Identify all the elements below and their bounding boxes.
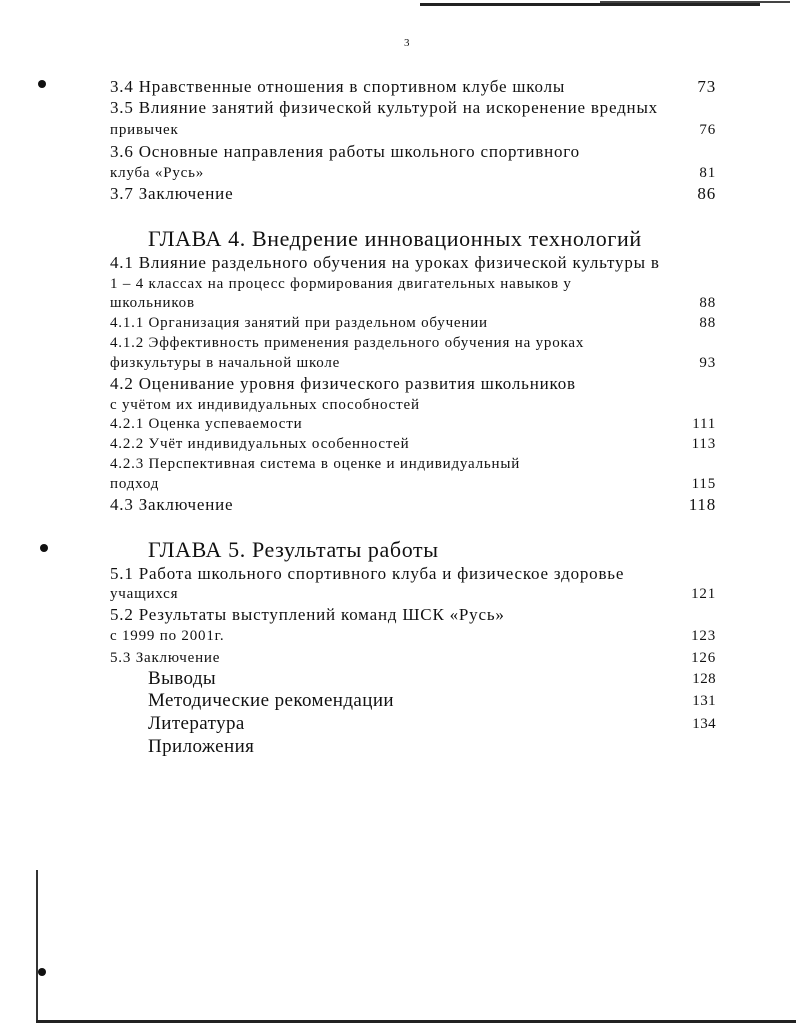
toc-entry-continued (110, 293, 716, 313)
toc-num: 3.4 (110, 77, 134, 96)
scan-edge-top (420, 3, 760, 6)
toc-extra (148, 737, 716, 757)
toc-entry-continued: 1 – 4 классах на процесс формирования двигательных навыков у (110, 276, 572, 292)
toc-page: 73 (697, 77, 716, 96)
toc-page: 81 (699, 165, 716, 181)
toc-title: 5.3 Заключение (110, 650, 221, 666)
toc-entry (110, 98, 716, 118)
toc-entry-continued (110, 120, 716, 140)
toc-entry-continued (110, 626, 716, 646)
toc-title-line2: привычек (110, 122, 179, 138)
toc-entry-continued (110, 163, 716, 183)
punch-hole-dot (38, 80, 46, 88)
toc-entry (110, 495, 716, 515)
toc-title: 4.1.1 Организация занятий при раздельном обучении (110, 315, 488, 331)
toc-title: Основные направления работы школьного спортивного (138, 142, 580, 161)
toc-extra (148, 714, 716, 734)
toc-entry (110, 313, 716, 333)
toc-page: 123 (691, 628, 716, 644)
toc-entry-continued (110, 353, 716, 373)
toc-page: 76 (699, 122, 716, 138)
toc-entry-continued: с учётом их индивидуальных способностей (110, 397, 420, 413)
toc-page: 115 (691, 476, 716, 492)
toc-title: Влияние занятий физической культурой на искоренение вредных (138, 98, 658, 117)
toc-page: 113 (691, 436, 716, 452)
toc-entry (110, 414, 716, 434)
toc-extra (148, 691, 716, 711)
toc-page: 134 (692, 716, 716, 732)
toc-entry (110, 648, 716, 668)
toc-title: Методические рекомендации (148, 690, 394, 711)
toc-page: 126 (691, 650, 716, 666)
toc-title-line2: с 1999 по 2001г. (110, 628, 225, 644)
page-number: 3 (404, 37, 410, 49)
toc-entry: 4.1 Влияние раздельного обучения на уроках физической культуры в (110, 253, 660, 272)
punch-hole-dot (40, 544, 48, 552)
toc-entry (110, 142, 716, 162)
toc-page: 88 (699, 295, 716, 311)
toc-entry: 4.2.3 Перспективная система в оценке и индивидуальный (110, 456, 521, 472)
toc-title: Приложения (148, 736, 255, 757)
toc-page: 128 (692, 671, 716, 687)
toc-entry: 4.2 Оценивание уровня физического развития школьников (110, 374, 576, 393)
toc-title: Нравственные отношения в спортивном клубе школы (138, 77, 566, 96)
toc-title-line2: физкультуры в начальной школе (110, 355, 341, 371)
toc-num: 3.6 (110, 142, 134, 161)
toc-page: 118 (688, 495, 716, 514)
toc-title-line2: клуба «Русь» (110, 165, 205, 181)
toc-page: 121 (691, 586, 716, 602)
toc-num: 3.5 (110, 98, 134, 117)
toc-title-line2: подход (110, 476, 160, 492)
toc-num: 3.7 (110, 184, 134, 203)
toc-page: 88 (699, 315, 716, 331)
toc-title: Заключение (138, 184, 234, 203)
toc-extra (148, 669, 716, 689)
toc-title-line2: учащихся (110, 586, 179, 602)
toc-entry: 4.1.2 Эффективность применения раздельного обучения на уроках (110, 335, 585, 351)
toc-entry: 5.1 Работа школьного спортивного клуба и физическое здоровье (110, 564, 625, 583)
chapter-heading: ГЛАВА 5. Результаты работы (148, 537, 439, 562)
scan-edge-top-2 (600, 1, 790, 3)
toc-page: 86 (697, 184, 716, 203)
toc-title: 4.3 Заключение (110, 495, 234, 514)
toc-title: Литература (148, 713, 245, 734)
toc-entry-continued (110, 474, 716, 494)
toc-title: 4.2.1 Оценка успеваемости (110, 416, 303, 432)
toc-title: Выводы (148, 668, 217, 689)
toc-entry (110, 184, 716, 204)
toc-page: 111 (692, 416, 716, 432)
toc-entry: 5.2 Результаты выступлений команд ШСК «Русь» (110, 605, 505, 624)
chapter-heading: ГЛАВА 4. Внедрение инновационных технологий (148, 226, 642, 251)
toc-entry-continued (110, 584, 716, 604)
toc-title: 4.2.2 Учёт индивидуальных особенностей (110, 436, 410, 452)
toc-page: 131 (692, 693, 716, 709)
scan-edge-bottom (36, 1020, 796, 1023)
punch-hole-dot (38, 968, 46, 976)
toc-entry (110, 434, 716, 454)
toc-page: 93 (699, 355, 716, 371)
toc-title-line3: школьников (110, 295, 195, 311)
toc-entry (110, 77, 716, 97)
scan-edge-left (36, 870, 38, 1020)
